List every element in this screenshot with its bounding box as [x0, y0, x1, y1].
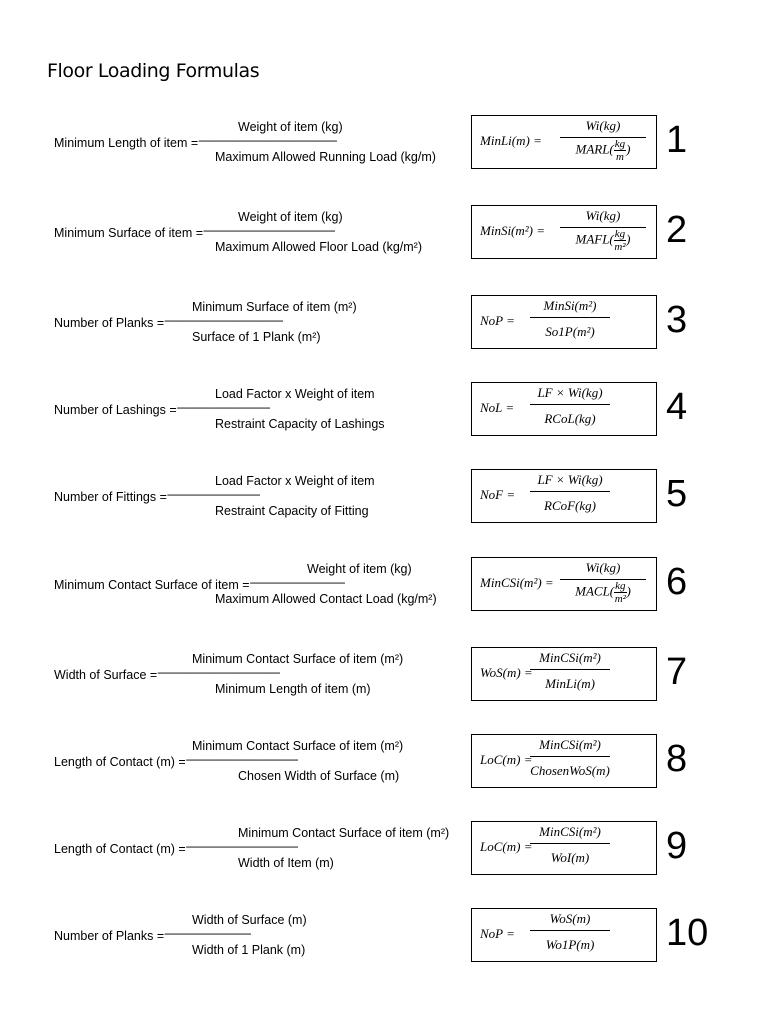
verbal-numerator: Minimum Contact Surface of item (m²) [192, 739, 404, 753]
unit-denominator: m² [614, 593, 626, 605]
symbolic-numerator: Wi(kg) [585, 118, 621, 133]
verbal-denominator: Minimum Length of item (m) [215, 682, 371, 696]
symbolic-lhs: MinSi(m²) = [480, 223, 546, 238]
denominator-prefix: MARL( [575, 141, 614, 157]
symbolic-denominator: ChosenWoS(m) [530, 763, 610, 778]
symbolic-lhs: NoL = [480, 400, 515, 415]
symbolic-denominator: RCoL(kg) [544, 411, 596, 426]
verbal-numerator: Minimum Surface of item (m²) [192, 300, 357, 314]
unit-denominator: m [615, 151, 624, 163]
unit-numerator: kg [615, 580, 626, 592]
verbal-numerator: Load Factor x Weight of item [215, 387, 375, 401]
verbal-lhs [54, 315, 283, 330]
verbal-lhs [54, 667, 280, 682]
verbal-formula-10 [54, 908, 466, 978]
fraction-dashes: ------------------------------------------------------- [164, 315, 284, 327]
verbal-numerator: Width of Surface (m) [192, 913, 307, 927]
verbal-numerator: Minimum Contact Surface of item (m²) [192, 652, 404, 666]
fraction-dashes: -------------------------------------------- [249, 577, 345, 589]
symbolic-formula-10 [471, 908, 657, 962]
verbal-lhs [54, 841, 298, 856]
verbal-lhs [54, 489, 260, 504]
symbolic-lhs: MinLi(m) = [480, 133, 542, 148]
formula-number: 9 [666, 825, 688, 867]
fraction-bar [530, 843, 610, 844]
unit-fraction [614, 228, 626, 253]
verbal-formula-9 [54, 821, 466, 891]
symbolic-formula-8 [471, 734, 657, 788]
verbal-formula-5 [54, 469, 466, 539]
symbolic-numerator: LF × Wi(kg) [537, 385, 603, 400]
unit-numerator: kg [614, 138, 626, 150]
verbal-formula-3 [54, 295, 466, 365]
denominator-suffix: ) [626, 231, 631, 247]
fraction-dashes: ---------------------------------------------------- [185, 841, 299, 853]
symbolic-formula-1 [471, 115, 657, 169]
fraction-dashes: ---------------------------------------------------- [185, 754, 299, 766]
symbolic-numerator: MinSi(m²) [543, 298, 597, 313]
symbolic-formula-7 [471, 647, 657, 701]
verbal-denominator: Chosen Width of Surface (m) [238, 769, 400, 783]
formula-number: 7 [666, 651, 688, 693]
symbolic-numerator: Wi(kg) [585, 208, 621, 223]
verbal-lhs-label: Number of Lashings = [54, 403, 177, 417]
verbal-lhs [54, 577, 345, 592]
verbal-denominator: Surface of 1 Plank (m²) [192, 330, 321, 344]
unit-denominator: m² [614, 241, 626, 253]
formula-number: 4 [666, 386, 688, 428]
verbal-lhs [54, 402, 270, 417]
symbolic-formula-6 [471, 557, 657, 611]
verbal-lhs-label: Number of Planks = [54, 929, 165, 943]
symbolic-formula-3 [471, 295, 657, 349]
verbal-numerator: Weight of item (kg) [238, 120, 343, 134]
verbal-formula-1 [54, 115, 466, 185]
denominator-prefix: MAFL( [575, 231, 614, 247]
symbolic-numerator: MinCSi(m²) [539, 737, 601, 752]
formula-number: 10 [666, 912, 709, 954]
symbolic-numerator: MinCSi(m²) [539, 650, 601, 665]
symbolic-lhs: LoC(m) = [480, 752, 533, 767]
fraction-bar [530, 756, 610, 757]
symbolic-lhs: LoC(m) = [480, 839, 533, 854]
formula-number: 3 [666, 299, 688, 341]
verbal-numerator: Weight of item (kg) [238, 210, 343, 224]
verbal-denominator: Restraint Capacity of Lashings [215, 417, 385, 431]
symbolic-denominator: MinLi(m) [545, 676, 595, 691]
verbal-lhs [54, 135, 337, 150]
fraction-dashes: ------------------------------------------- [176, 402, 270, 414]
symbolic-denominator: So1P(m²) [545, 324, 595, 339]
verbal-denominator: Width of 1 Plank (m) [192, 943, 306, 957]
symbolic-formula-2 [471, 205, 657, 259]
denominator-suffix: ) [626, 141, 631, 157]
symbolic-formula-5 [471, 469, 657, 523]
formula-number: 6 [666, 561, 688, 603]
formula-number: 1 [666, 119, 688, 161]
fraction-bar [530, 491, 610, 492]
verbal-formula-7 [54, 647, 466, 717]
verbal-lhs-label: Width of Surface = [54, 668, 158, 682]
fraction-bar [530, 669, 610, 670]
symbolic-numerator: LF × Wi(kg) [537, 472, 603, 487]
fraction-dashes: ---------------------------------------- [164, 928, 251, 940]
symbolic-formula-4 [471, 382, 657, 436]
denominator-suffix: ) [626, 583, 631, 599]
symbolic-lhs: MinCSi(m²) = [480, 575, 554, 590]
fraction-bar [530, 404, 610, 405]
formula-number: 8 [666, 738, 688, 780]
symbolic-denominator [560, 138, 646, 163]
symbolic-numerator: Wi(kg) [585, 560, 621, 575]
page-title: Floor Loading Formulas [47, 60, 260, 82]
fraction-dashes: ---------------------------------------------------------------- [198, 135, 337, 147]
verbal-denominator: Maximum Allowed Running Load (kg/m) [215, 150, 436, 164]
verbal-lhs [54, 225, 335, 240]
symbolic-denominator: WoI(m) [550, 850, 590, 865]
formula-number: 5 [666, 473, 688, 515]
verbal-formula-8 [54, 734, 466, 804]
verbal-formula-2 [54, 205, 466, 275]
symbolic-lhs: NoP = [480, 926, 515, 941]
verbal-lhs [54, 754, 298, 769]
verbal-lhs-label: Minimum Surface of item = [54, 226, 204, 240]
verbal-numerator: Load Factor x Weight of item [215, 474, 375, 488]
verbal-denominator: Width of Item (m) [238, 856, 334, 870]
symbolic-lhs: WoS(m) = [480, 665, 533, 680]
verbal-lhs-label: Number of Planks = [54, 316, 165, 330]
verbal-formula-4 [54, 382, 466, 452]
symbolic-lhs: NoP = [480, 313, 515, 328]
verbal-denominator: Restraint Capacity of Fitting [215, 504, 369, 518]
fraction-dashes: ------------------------------------------- [166, 489, 260, 501]
verbal-denominator: Maximum Allowed Floor Load (kg/m²) [215, 240, 423, 254]
verbal-lhs-label: Minimum Length of item = [54, 136, 199, 150]
unit-numerator: kg [614, 228, 626, 240]
unit-fraction [614, 580, 626, 605]
symbolic-denominator [560, 228, 646, 253]
symbolic-numerator: MinCSi(m²) [539, 824, 601, 839]
verbal-lhs-label: Length of Contact (m) = [54, 842, 186, 856]
symbolic-formula-9 [471, 821, 657, 875]
verbal-lhs-label: Number of Fittings = [54, 490, 167, 504]
symbolic-lhs: NoF = [480, 487, 516, 502]
symbolic-denominator: RCoF(kg) [544, 498, 596, 513]
symbolic-denominator [560, 580, 646, 605]
denominator-prefix: MACL( [575, 583, 615, 599]
fraction-dashes: ------------------------------------------------------------- [203, 225, 335, 237]
verbal-lhs [54, 928, 251, 943]
formula-number: 2 [666, 209, 688, 251]
fraction-dashes: --------------------------------------------------------- [157, 667, 281, 679]
unit-fraction [614, 138, 626, 163]
verbal-lhs-label: Minimum Contact Surface of item = [54, 578, 250, 592]
symbolic-denominator: Wo1P(m) [545, 937, 595, 952]
verbal-lhs-label: Length of Contact (m) = [54, 755, 186, 769]
symbolic-numerator: WoS(m) [549, 911, 591, 926]
verbal-numerator: Minimum Contact Surface of item (m²) [238, 826, 450, 840]
verbal-denominator: Maximum Allowed Contact Load (kg/m²) [215, 592, 437, 606]
verbal-formula-6 [54, 557, 466, 627]
fraction-bar [530, 317, 610, 318]
verbal-numerator: Weight of item (kg) [307, 562, 412, 576]
fraction-bar [530, 930, 610, 931]
